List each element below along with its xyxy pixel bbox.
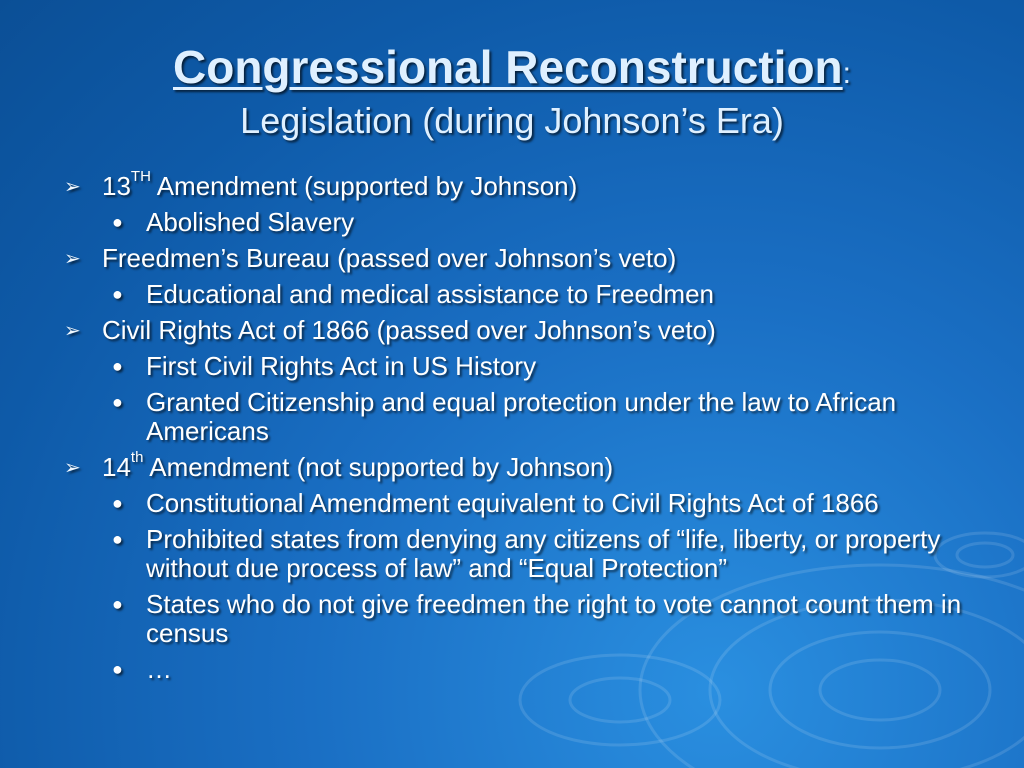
sub-bullet-item <box>62 655 962 684</box>
arrow-bullet-icon: ➢ <box>64 320 81 342</box>
bullet-text: 14 <box>102 452 131 482</box>
bullet-item <box>62 168 962 201</box>
arrow-bullet-icon: ➢ <box>64 176 81 198</box>
title-subtitle: Legislation (during Johnson’s Era) <box>240 100 784 141</box>
bullet-item <box>62 244 962 273</box>
arrow-bullet-icon: ➢ <box>64 248 81 270</box>
slide-title <box>0 40 1024 142</box>
dot-bullet-icon: ● <box>112 493 123 513</box>
dot-bullet-icon: ● <box>112 284 123 304</box>
bullet-superscript: TH <box>130 168 151 186</box>
sub-bullet-item <box>62 388 962 446</box>
sub-bullet-item <box>62 352 962 381</box>
sub-bullet-text: First Civil Rights Act in US History <box>146 351 537 381</box>
sub-bullet-text: States who do not give freedmen the right to vote cannot count them in census <box>146 589 962 648</box>
dot-bullet-icon: ● <box>112 212 123 232</box>
bullet-text: Civil Rights Act of 1866 (passed over Johnson’s veto) <box>102 315 716 345</box>
sub-bullet-item <box>62 280 962 309</box>
sub-bullet-text: Granted Citizenship and equal protection under the law to African Americans <box>146 387 897 446</box>
bullet-text: 13 <box>102 171 131 201</box>
sub-bullet-text: Prohibited states from denying any citizens of “life, liberty, or property without due process of law” and “Equal Protection” <box>146 524 941 583</box>
bullet-item <box>62 449 962 482</box>
bullet-text: Freedmen’s Bureau (passed over Johnson’s veto) <box>102 243 677 273</box>
bullet-item <box>62 316 962 345</box>
sub-bullet-text: … <box>146 654 172 684</box>
bullet-text-continued: Amendment (not supported by Johnson) <box>143 452 614 482</box>
sub-bullet-item <box>62 590 962 648</box>
sub-bullet-text: Educational and medical assistance to Freedmen <box>146 279 714 309</box>
bullet-text-continued: Amendment (supported by Johnson) <box>150 171 578 201</box>
dot-bullet-icon: ● <box>112 356 123 376</box>
bullet-list <box>62 168 962 684</box>
title-main: Congressional Reconstruction <box>173 41 843 93</box>
sub-bullet-item <box>62 489 962 518</box>
arrow-bullet-icon: ➢ <box>64 457 81 479</box>
sub-bullet-item <box>62 525 962 583</box>
sub-bullet-text: Constitutional Amendment equivalent to Civil Rights Act of 1866 <box>146 488 879 518</box>
dot-bullet-icon: ● <box>112 659 123 679</box>
dot-bullet-icon: ● <box>112 529 123 549</box>
dot-bullet-icon: ● <box>112 594 123 614</box>
bullet-superscript: th <box>130 449 144 467</box>
title-colon: : <box>842 57 851 90</box>
sub-bullet-item <box>62 208 962 237</box>
dot-bullet-icon: ● <box>112 392 123 412</box>
sub-bullet-text: Abolished Slavery <box>146 207 355 237</box>
